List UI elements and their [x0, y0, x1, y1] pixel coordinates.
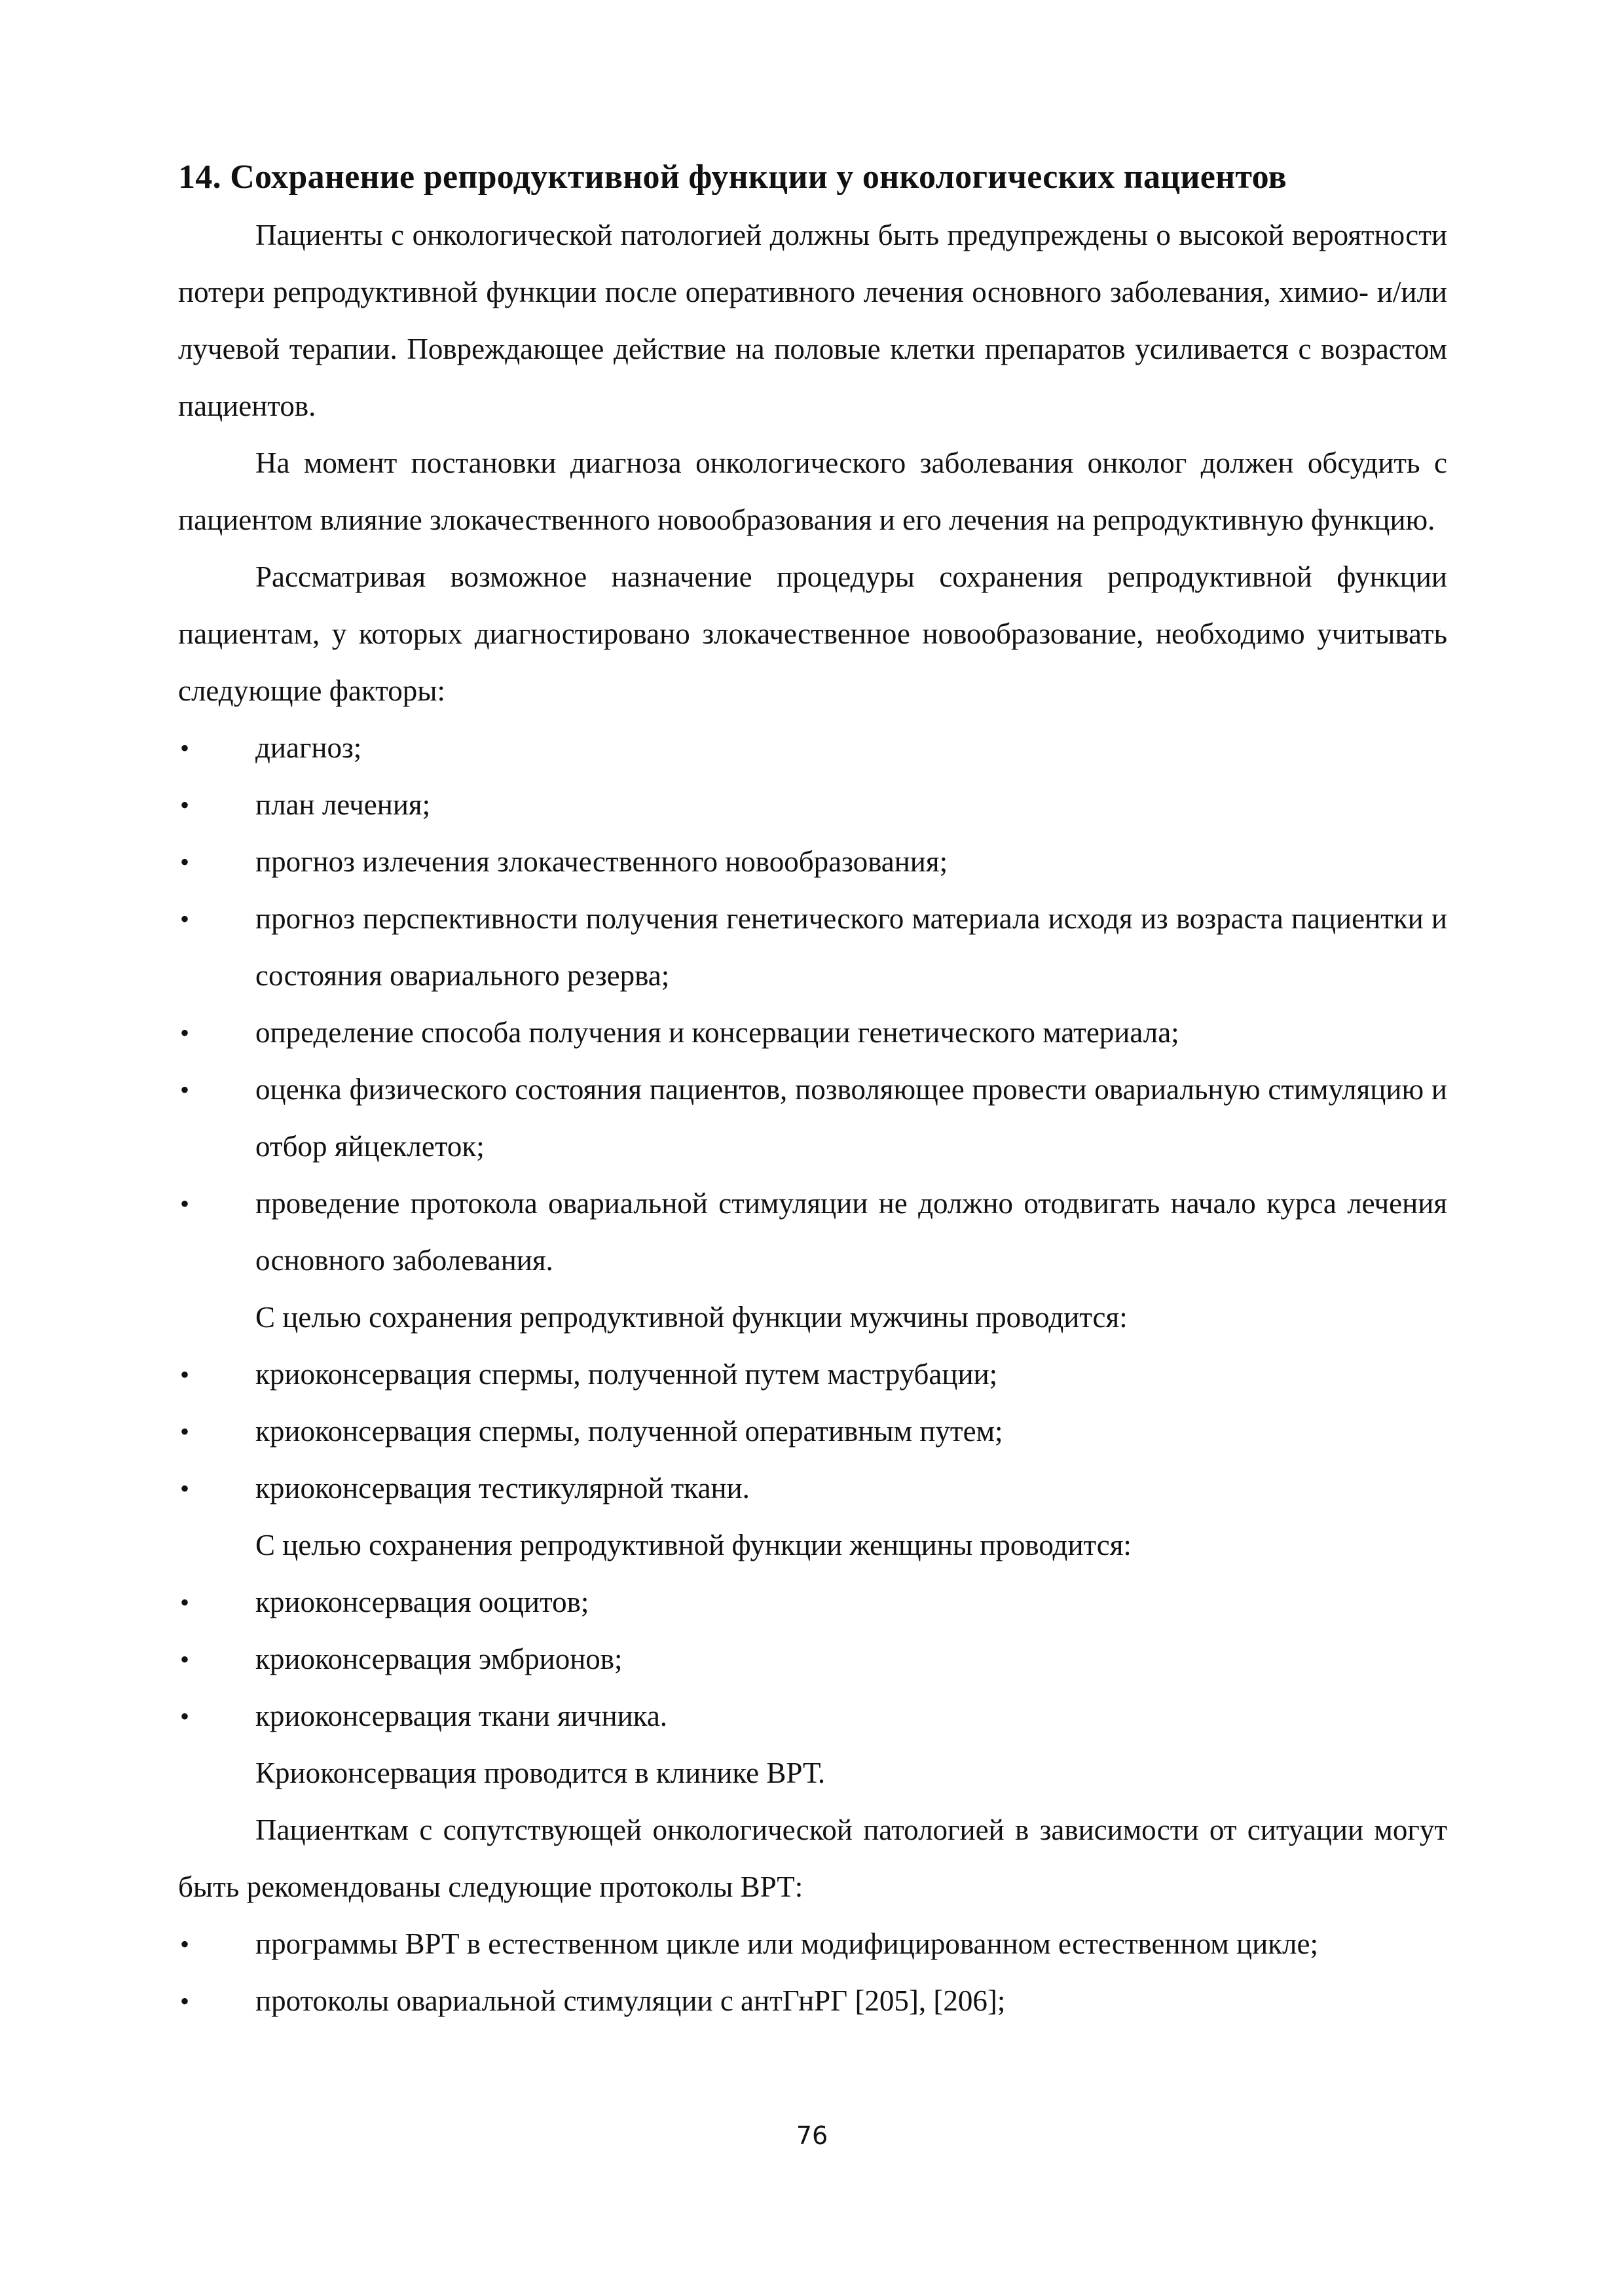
paragraph-cryo-clinic: Криоконсервация проводится в клинике ВРТ.	[255, 1757, 826, 1789]
bullet-icon: •	[180, 1417, 190, 1446]
bullet-icon: •	[180, 1702, 190, 1731]
list-item: • прогноз перспективности получения генетического материала исходя из возраста пациентки и состояния овариального резерва;	[178, 890, 1447, 1004]
bullet-icon: •	[180, 1018, 190, 1048]
bullet-icon: •	[180, 1645, 190, 1674]
paragraph-female: С целью сохранения репродуктивной функции женщины проводится:	[255, 1529, 1132, 1561]
list-item: • криоконсервация эмбрионов;	[178, 1631, 1447, 1688]
bullet-icon: •	[180, 1075, 190, 1104]
page-number: 76	[796, 2121, 828, 2150]
male-methods-list	[178, 1346, 1447, 1517]
bullet-icon: •	[180, 1474, 190, 1503]
bullet-icon: •	[180, 1360, 190, 1389]
paragraph-intro: Пациенты с онкологической патологией должны быть предупреждены о высокой вероятности потери репродуктивной функции после оперативного лечения основного заболевания, химио- и/или лучевой терапии. Повреждающее действие на половые клетки препаратов усиливается с возрастом пациентов.	[178, 219, 1447, 422]
list-item: • криоконсервация спермы, полученной оперативным путем;	[178, 1403, 1447, 1460]
list-item: • криоконсервация ткани яичника.	[178, 1688, 1447, 1745]
factors-list	[178, 720, 1447, 1289]
bullet-icon: •	[180, 1189, 190, 1218]
list-item: • проведение протокола овариальной стимуляции не должно отодвигать начало курса лечения основного заболевания.	[178, 1175, 1447, 1289]
paragraph-oncologist: На момент постановки диагноза онкологического заболевания онколог должен обсудить с пациентом влияние злокачественного новообразования и его лечения на репродуктивную функцию.	[178, 446, 1447, 536]
list-item: • криоконсервация ооцитов;	[178, 1574, 1447, 1631]
bullet-icon: •	[180, 733, 190, 763]
bullet-icon: •	[180, 847, 190, 877]
list-item: • криоконсервация спермы, полученной путем маструбации;	[178, 1346, 1447, 1403]
paragraph-factors-intro: Рассматривая возможное назначение процедуры сохранения репродуктивной функции пациентам, у которых диагностировано злокачественное новообразование, необходимо учитывать следующие факторы:	[178, 560, 1447, 707]
protocols-list	[178, 1916, 1447, 2030]
bullet-icon: •	[180, 1588, 190, 1617]
list-item: • план лечения;	[178, 776, 1447, 833]
bullet-icon: •	[180, 904, 190, 934]
bullet-icon: •	[180, 790, 190, 820]
list-item: • программы ВРТ в естественном цикле или модифицированном естественном цикле;	[178, 1916, 1447, 1973]
bullet-icon: •	[180, 1929, 190, 1959]
section-heading: 14. Сохранение репродуктивной функции у онкологических пациентов	[178, 158, 1287, 196]
list-item: • протоколы овариальной стимуляции с антГнРГ [205], [206];	[178, 1973, 1447, 2030]
list-item: • прогноз излечения злокачественного новообразования;	[178, 833, 1447, 890]
page-content	[178, 148, 1447, 2030]
paragraph-male: С целью сохранения репродуктивной функции мужчины проводится:	[255, 1301, 1128, 1334]
paragraph-protocols-intro: Пациенткам с сопутствующей онкологической патологией в зависимости от ситуации могут быть рекомендованы следующие протоколы ВРТ:	[178, 1813, 1447, 1903]
female-methods-list	[178, 1574, 1447, 1745]
list-item: • оценка физического состояния пациентов, позволяющее провести овариальную стимуляцию и отбор яйцеклеток;	[178, 1061, 1447, 1175]
list-item: • криоконсервация тестикулярной ткани.	[178, 1460, 1447, 1517]
list-item: • определение способа получения и консервации генетического материала;	[178, 1004, 1447, 1061]
bullet-icon: •	[180, 1986, 190, 2016]
list-item: • диагноз;	[178, 720, 1447, 776]
